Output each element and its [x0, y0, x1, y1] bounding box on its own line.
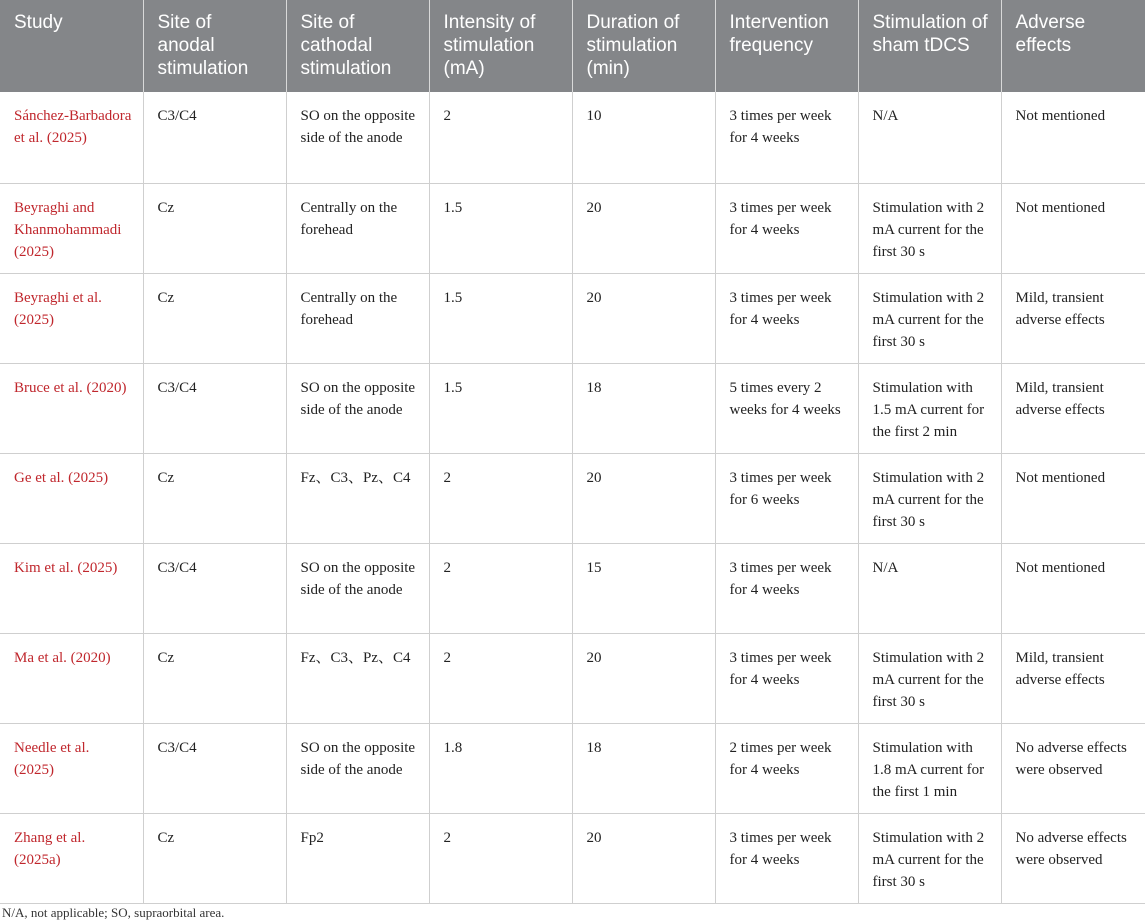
frequency-cell: 3 times per week for 4 weeks: [715, 92, 858, 183]
study-cell[interactable]: Bruce et al. (2020): [0, 363, 143, 453]
adverse-effects-cell: Not mentioned: [1001, 183, 1145, 273]
sham-cell: Stimulation with 2 mA current for the first 30 s: [858, 453, 1001, 543]
sham-cell: N/A: [858, 543, 1001, 633]
frequency-cell: 3 times per week for 4 weeks: [715, 183, 858, 273]
adverse-effects-cell: No adverse effects were observed: [1001, 723, 1145, 813]
cathodal-site-cell: SO on the opposite side of the anode: [286, 363, 429, 453]
adverse-effects-cell: Mild, transient adverse effects: [1001, 273, 1145, 363]
duration-cell: 20: [572, 183, 715, 273]
intensity-cell: 1.5: [429, 183, 572, 273]
header-row: [0, 0, 1145, 92]
duration-cell: 20: [572, 453, 715, 543]
table-body: [0, 92, 1145, 903]
intensity-cell: 2: [429, 453, 572, 543]
column-header-study: Study: [0, 0, 143, 92]
column-header-intensity: Intensity of stimulation (mA): [429, 0, 572, 92]
study-cell[interactable]: Beyraghi and Khanmohammadi (2025): [0, 183, 143, 273]
table-header: [0, 0, 1145, 92]
cathodal-site-cell: Centrally on the forehead: [286, 273, 429, 363]
table-footnote: N/A, not applicable; SO, supraorbital area.: [2, 905, 225, 920]
sham-cell: Stimulation with 2 mA current for the first 30 s: [858, 183, 1001, 273]
column-header-frequency: Intervention frequency: [715, 0, 858, 92]
sham-cell: Stimulation with 1.8 mA current for the first 1 min: [858, 723, 1001, 813]
frequency-cell: 3 times per week for 4 weeks: [715, 273, 858, 363]
intensity-cell: 2: [429, 633, 572, 723]
anodal-site-cell: Cz: [143, 183, 286, 273]
table-row: [0, 92, 1145, 183]
cathodal-site-cell: SO on the opposite side of the anode: [286, 543, 429, 633]
sham-cell: N/A: [858, 92, 1001, 183]
table-row: [0, 723, 1145, 813]
anodal-site-cell: C3/C4: [143, 363, 286, 453]
adverse-effects-cell: Not mentioned: [1001, 543, 1145, 633]
sham-cell: Stimulation with 2 mA current for the first 30 s: [858, 813, 1001, 903]
study-cell[interactable]: Beyraghi et al. (2025): [0, 273, 143, 363]
duration-cell: 15: [572, 543, 715, 633]
anodal-site-cell: C3/C4: [143, 92, 286, 183]
table-row: [0, 363, 1145, 453]
frequency-cell: 2 times per week for 4 weeks: [715, 723, 858, 813]
column-header-adverse-effects: Adverse effects: [1001, 0, 1145, 92]
cathodal-site-cell: Centrally on the forehead: [286, 183, 429, 273]
table-row: [0, 813, 1145, 903]
frequency-cell: 3 times per week for 4 weeks: [715, 633, 858, 723]
table-row: [0, 273, 1145, 363]
cathodal-site-cell: Fz、C3、Pz、C4: [286, 453, 429, 543]
duration-cell: 20: [572, 813, 715, 903]
table-row: [0, 543, 1145, 633]
study-cell[interactable]: Needle et al. (2025): [0, 723, 143, 813]
intensity-cell: 1.5: [429, 273, 572, 363]
table-row: [0, 633, 1145, 723]
cathodal-site-cell: SO on the opposite side of the anode: [286, 723, 429, 813]
study-cell[interactable]: Kim et al. (2025): [0, 543, 143, 633]
frequency-cell: 3 times per week for 4 weeks: [715, 543, 858, 633]
adverse-effects-cell: Not mentioned: [1001, 92, 1145, 183]
column-header-anodal-site: Site of anodal stimulation: [143, 0, 286, 92]
adverse-effects-cell: Mild, transient adverse effects: [1001, 633, 1145, 723]
anodal-site-cell: Cz: [143, 453, 286, 543]
intensity-cell: 2: [429, 813, 572, 903]
anodal-site-cell: C3/C4: [143, 543, 286, 633]
duration-cell: 10: [572, 92, 715, 183]
anodal-site-cell: Cz: [143, 273, 286, 363]
column-header-cathodal-site: Site of cathodal stimulation: [286, 0, 429, 92]
anodal-site-cell: Cz: [143, 633, 286, 723]
duration-cell: 20: [572, 273, 715, 363]
column-header-duration: Duration of stimulation (min): [572, 0, 715, 92]
intensity-cell: 1.5: [429, 363, 572, 453]
intensity-cell: 2: [429, 543, 572, 633]
column-header-sham: Stimulation of sham tDCS: [858, 0, 1001, 92]
cathodal-site-cell: Fz、C3、Pz、C4: [286, 633, 429, 723]
duration-cell: 18: [572, 363, 715, 453]
table-row: [0, 453, 1145, 543]
study-cell[interactable]: Sánchez-Barbadora et al. (2025): [0, 92, 143, 183]
table-row: [0, 183, 1145, 273]
adverse-effects-cell: Mild, transient adverse effects: [1001, 363, 1145, 453]
study-cell[interactable]: Ma et al. (2020): [0, 633, 143, 723]
frequency-cell: 5 times every 2 weeks for 4 weeks: [715, 363, 858, 453]
duration-cell: 18: [572, 723, 715, 813]
study-cell[interactable]: Zhang et al. (2025a): [0, 813, 143, 903]
frequency-cell: 3 times per week for 4 weeks: [715, 813, 858, 903]
anodal-site-cell: C3/C4: [143, 723, 286, 813]
sham-cell: Stimulation with 1.5 mA current for the first 2 min: [858, 363, 1001, 453]
adverse-effects-cell: Not mentioned: [1001, 453, 1145, 543]
sham-cell: Stimulation with 2 mA current for the first 30 s: [858, 273, 1001, 363]
anodal-site-cell: Cz: [143, 813, 286, 903]
study-cell[interactable]: Ge et al. (2025): [0, 453, 143, 543]
sham-cell: Stimulation with 2 mA current for the first 30 s: [858, 633, 1001, 723]
intensity-cell: 2: [429, 92, 572, 183]
frequency-cell: 3 times per week for 6 weeks: [715, 453, 858, 543]
cathodal-site-cell: Fp2: [286, 813, 429, 903]
adverse-effects-cell: No adverse effects were observed: [1001, 813, 1145, 903]
duration-cell: 20: [572, 633, 715, 723]
cathodal-site-cell: SO on the opposite side of the anode: [286, 92, 429, 183]
intensity-cell: 1.8: [429, 723, 572, 813]
